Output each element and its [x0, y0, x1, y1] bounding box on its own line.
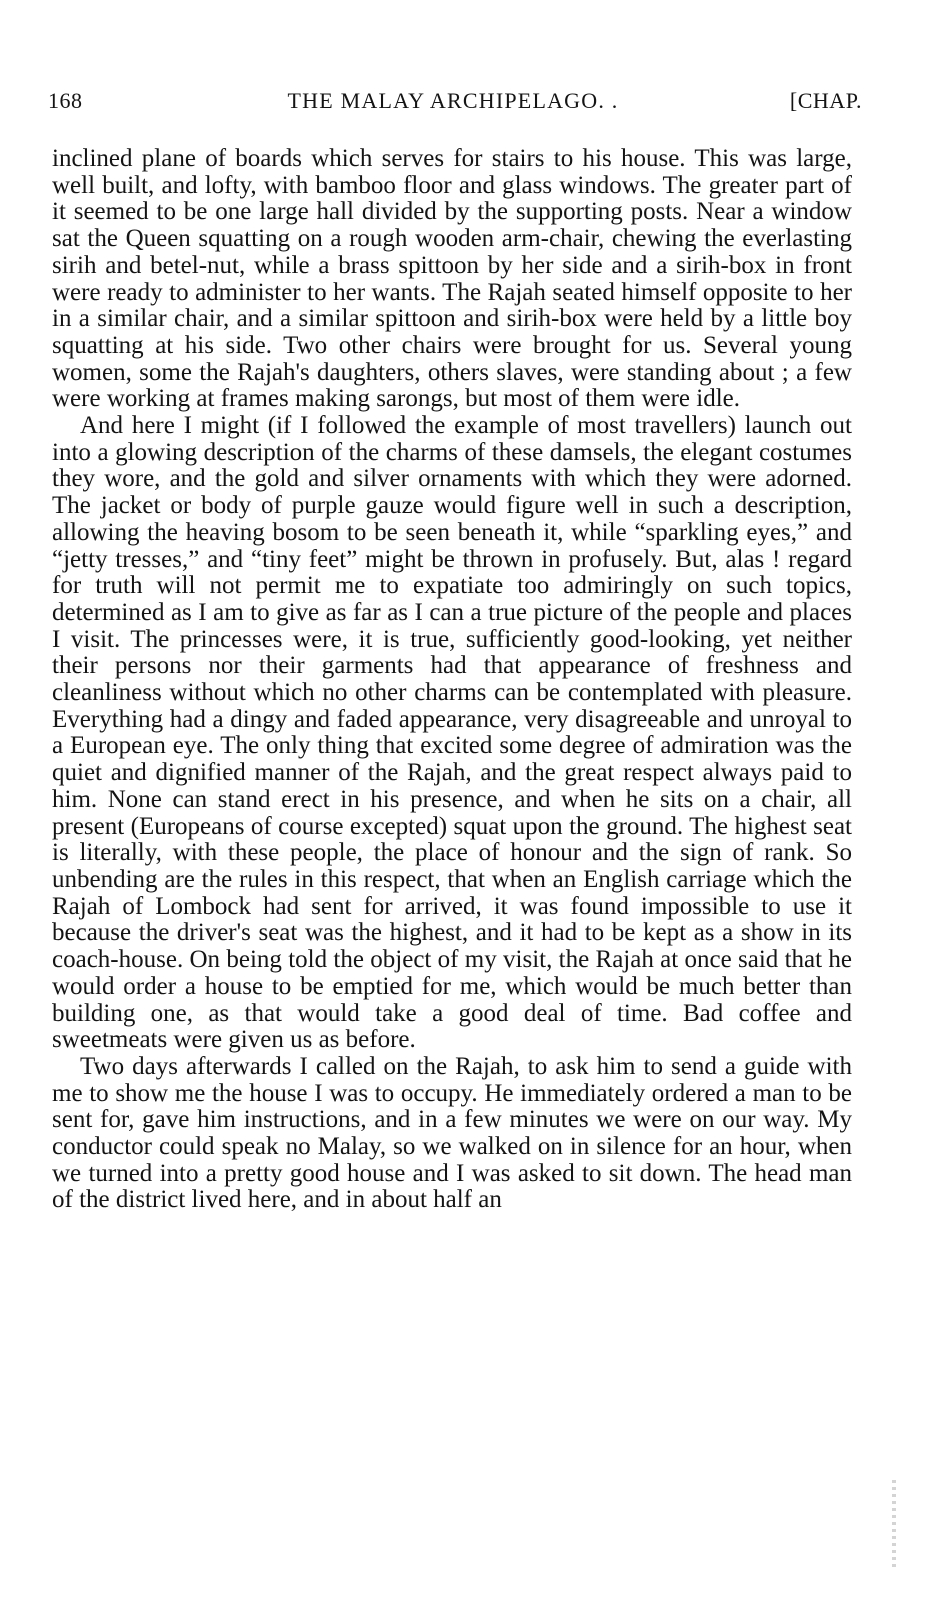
chapter-marker: [CHAP.	[789, 88, 862, 113]
paragraph: And here I might (if I followed the example of most travellers) launch out into a glowing description of the charms of these damsels, the elegant costumes they wore, and the gold and silver ornaments with which they were adorned. The jacket or body of purple gauze would figure well in such a description, allowing the heaving bosom to be seen beneath it, while “sparkling eyes,” and “jetty tresses,” and “tiny feet” might be thrown in profusely. But, alas ! regard for truth will not permit me to expatiate too admiringly on such topics, determined as I am to give as far as I can a true picture of the people and places I visit. The princesses were, it is true, sufficiently good-looking, yet neither their persons nor their garments had that appearance of freshness and cleanliness without which no other charms can be contemplated with pleasure. Everything had a dingy and faded appearance, very disagreeable and unroyal to a European eye. The only thing that excited some degree of admiration was the quiet and dignified manner of the Rajah, and the great respect always paid to him. None can stand erect in his presence, and when he sits on a chair, all present (Europeans of course excepted) squat upon the ground. The highest seat is literally, with these people, the place of honour and the sign of rank. So unbending are the rules in this respect, that when an English carriage which the Rajah of Lombock had sent for arrived, it was found impossible to use it because the driver's seat was the highest, and it had to be kept as a show in its coach-house. On being told the object of my visit, the Rajah at once said that he would order a house to be emptied for me, which would be much better than building one, as that would take a good deal of time. Bad coffee and sweetmeats were given us as before.	[52, 412, 852, 1054]
running-title: THE MALAY ARCHIPELAGO. .	[287, 88, 619, 113]
paragraph: Two days afterwards I called on the Rajah, to ask him to send a guide with me to show me the house I was to occupy. He immediately ordered a man to be sent for, gave him instructions, and in a few minutes we were on our way. My conductor could speak no Malay, so we walked on in silence for an hour, when we turned into a pretty good house and I was asked to sit down. The head man of the district lived here, and in about half an	[52, 1052, 852, 1214]
page-number: 168	[48, 88, 83, 113]
running-head	[44, 88, 862, 116]
paragraph-continued: inclined plane of boards which serves for stairs to his house. This was large, well built, and lofty, with bamboo floor and glass windows. The greater part of it seemed to be one large hall divided by the supporting posts. Near a window sat the Queen squatting on a rough wooden arm-chair, chewing the everlasting sirih and betel-nut, while a brass spittoon by her side and a sirih-box in front were ready to administer to her wants. The Rajah seated himself opposite to her in a similar chair, and a similar spittoon and sirih-box were held by a little boy squatting at his side. Two other chairs were brought for us. Several young women, some the Rajah's daughters, others slaves, were standing about ; a few were working at frames making sarongs, but most of them were idle.	[52, 145, 852, 413]
scan-margin-artifact	[892, 1480, 896, 1570]
body-text	[52, 146, 852, 1214]
